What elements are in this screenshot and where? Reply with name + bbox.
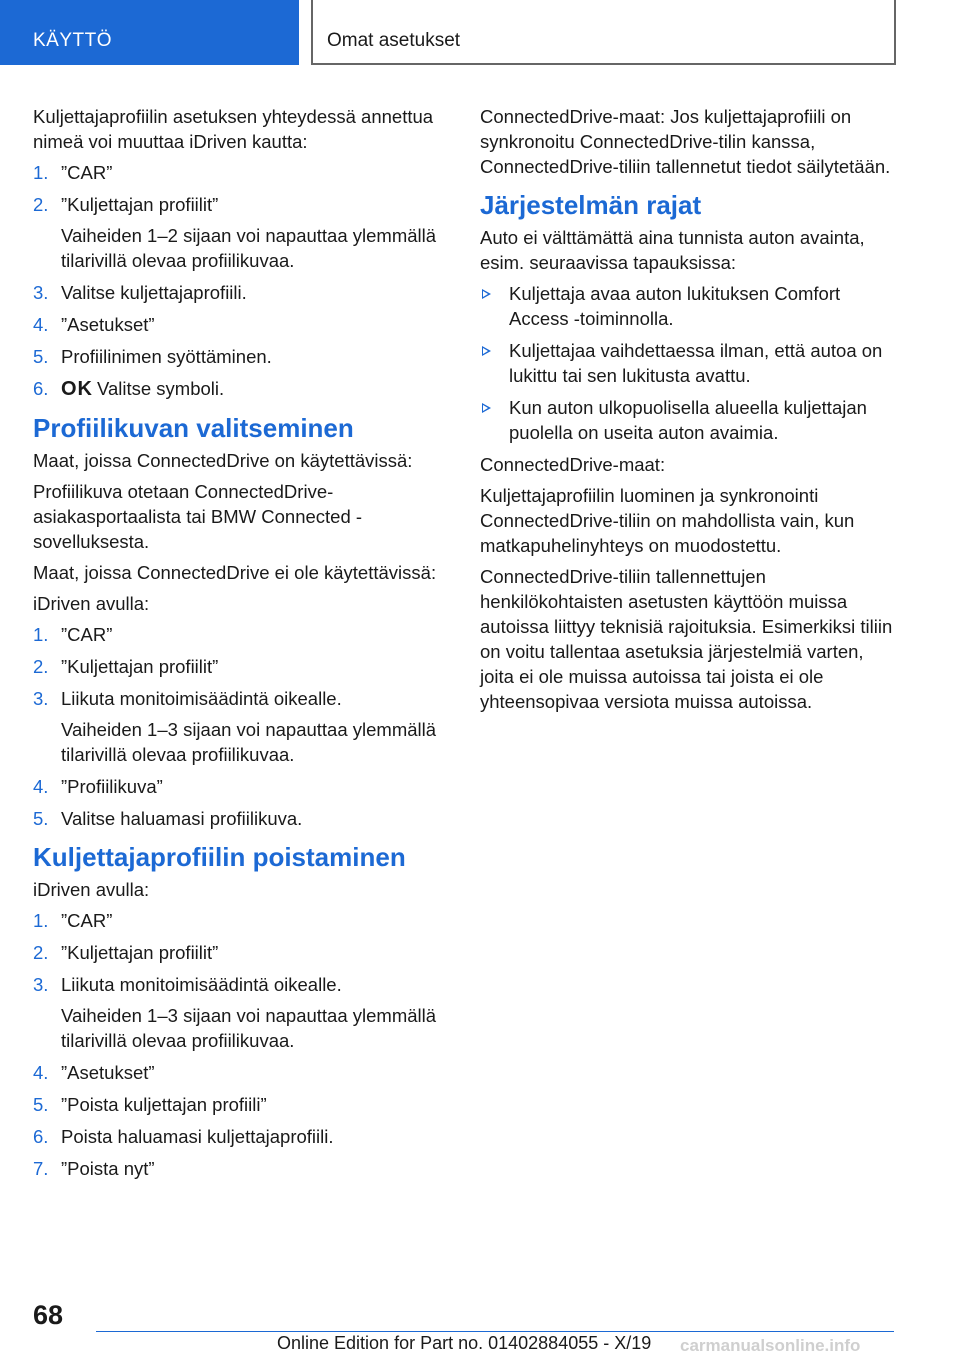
step-number: 5. — [33, 808, 49, 829]
list-item — [33, 1156, 451, 1181]
list-item — [480, 395, 900, 445]
bullet-text: Kuljettajaa vaihdettaessa ilman, että autoa on lukittu tai sen lukitusta avattu. — [509, 340, 883, 386]
cd-unavailable-paragraph: Maat, joissa ConnectedDrive ei ole käytettävissä: — [33, 562, 437, 583]
step-note: Vaiheiden 1–3 sijaan voi napauttaa ylemmällä tilarivillä olevaa profiilikuvaa. — [61, 1005, 437, 1051]
list-item — [33, 1092, 451, 1117]
step-number: 2. — [33, 942, 49, 963]
limits-paragraph: Auto ei välttämättä aina tunnista auton avainta, esim. seuraavissa tapauksissa: — [480, 227, 865, 273]
list-item — [480, 281, 900, 331]
list-item — [33, 344, 451, 369]
step-number: 5. — [33, 1094, 49, 1115]
step-number: 7. — [33, 1158, 49, 1179]
header-section-label: KÄYTTÖ — [33, 30, 113, 51]
footer-edition: Online Edition for Part no. 01402884055 - X/19 — [277, 1333, 652, 1353]
ok-icon: OK — [61, 378, 93, 400]
step-text: Liikuta monitoimisäädintä oikealle. — [61, 974, 342, 995]
cd-portal-paragraph: Profiilikuva otetaan ConnectedDrive-asiakasportaalista tai BMW Connected -sovelluksesta. — [33, 481, 363, 552]
left-column — [33, 104, 451, 1188]
idrive-paragraph: iDriven avulla: — [33, 879, 150, 900]
sync-paragraph: ConnectedDrive-maat: Jos kuljettajaprofiili on synkronoitu ConnectedDrive-tilin kanssa, ConnectedDrive-tiliin tallennetut tiedot säilytetään. — [480, 106, 891, 177]
list-item — [33, 622, 451, 647]
step-text: Valitse haluamasi profiilikuva. — [61, 808, 303, 829]
step-number: 1. — [33, 910, 49, 931]
footer-divider — [96, 1331, 894, 1332]
list-item — [33, 774, 451, 799]
right-column — [480, 104, 900, 720]
step-text: ”Poista kuljettajan profiili” — [61, 1094, 267, 1115]
page-number: 68 — [33, 1300, 64, 1330]
heading-delete-profile: Kuljettajaprofiilin poistaminen — [33, 842, 406, 872]
bullet-text: Kuljettaja avaa auton lukituksen Comfort Access -toiminnolla. — [509, 283, 841, 329]
triangle-bullet-icon — [482, 403, 491, 413]
step-number: 1. — [33, 624, 49, 645]
heading-system-limits: Järjestelmän rajat — [480, 190, 702, 220]
cd-countries-paragraph: ConnectedDrive-maat: — [480, 454, 666, 475]
profile-image-steps — [33, 622, 451, 831]
list-item — [33, 376, 451, 402]
step-number: 5. — [33, 346, 49, 367]
list-item — [33, 806, 451, 831]
watermark: carmanualsonline.info — [680, 1336, 861, 1355]
step-number: 2. — [33, 194, 49, 215]
header-section-tab — [0, 0, 299, 65]
step-number: 3. — [33, 974, 49, 995]
step-text: ”CAR” — [61, 162, 113, 183]
cd-available-paragraph: Maat, joissa ConnectedDrive on käytettävissä: — [33, 450, 413, 471]
list-item — [33, 654, 451, 679]
stored-settings-paragraph: ConnectedDrive-tiliin tallennettujen henkilökohtaisten asetusten käyttöön muissa autoissa liittyy teknisiä rajoituksia. Esimerkiksi tiliin on voitu tallentaa asetuksia järjestelmiä varten, joita ei ole muissa autoissa tai joista ei ole yhteensopivaa versiota muissa autoissa. — [480, 566, 893, 712]
step-number: 3. — [33, 282, 49, 303]
step-number: 4. — [33, 776, 49, 797]
step-note: Vaiheiden 1–2 sijaan voi napauttaa ylemmällä tilarivillä olevaa profiilikuvaa. — [61, 225, 437, 271]
step-text: ”CAR” — [61, 624, 113, 645]
create-profile-paragraph: Kuljettajaprofiilin luominen ja synkronointi ConnectedDrive-tiliin on mahdollista vain, kun matkapuhelinyhteys on muodostettu. — [480, 485, 855, 556]
step-text: ”Asetukset” — [61, 1062, 155, 1083]
list-item — [33, 940, 451, 965]
step-text: Liikuta monitoimisäädintä oikealle. — [61, 688, 342, 709]
step-text: Valitse symboli. — [97, 378, 225, 399]
bullet-text: Kun auton ulkopuolisella alueella kuljettajan puolella on useita auton avaimia. — [509, 397, 867, 443]
list-item — [33, 192, 451, 273]
rename-steps — [33, 160, 451, 402]
list-item — [33, 908, 451, 933]
list-item — [33, 1124, 451, 1149]
step-text: Profiilinimen syöttäminen. — [61, 346, 272, 367]
limits-list — [480, 281, 900, 445]
list-item — [33, 280, 451, 305]
intro-paragraph: Kuljettajaprofiilin asetuksen yhteydessä annettua nimeä voi muuttaa iDriven kautta: — [33, 106, 434, 152]
list-item — [33, 1060, 451, 1085]
step-number: 3. — [33, 688, 49, 709]
step-text: ”CAR” — [61, 910, 113, 931]
step-text: ”Poista nyt” — [61, 1158, 155, 1179]
heading-profile-image: Profiilikuvan valitseminen — [33, 413, 354, 443]
step-text: ”Profiilikuva” — [61, 776, 163, 797]
step-text: Valitse kuljettajaprofiili. — [61, 282, 247, 303]
step-note: Vaiheiden 1–3 sijaan voi napauttaa ylemmällä tilarivillä olevaa profiilikuvaa. — [61, 719, 437, 765]
step-number: 4. — [33, 1062, 49, 1083]
step-text: ”Kuljettajan profiilit” — [61, 194, 219, 215]
triangle-bullet-icon — [482, 289, 491, 299]
step-number: 2. — [33, 656, 49, 677]
triangle-bullet-icon — [482, 346, 491, 356]
header-title-box — [311, 0, 896, 65]
step-number: 6. — [33, 378, 49, 399]
list-item — [33, 686, 451, 767]
step-number: 6. — [33, 1126, 49, 1147]
step-number: 1. — [33, 162, 49, 183]
step-text: Poista haluamasi kuljettajaprofiili. — [61, 1126, 334, 1147]
list-item — [33, 972, 451, 1053]
step-text: ”Kuljettajan profiilit” — [61, 656, 219, 677]
step-text: ”Kuljettajan profiilit” — [61, 942, 219, 963]
list-item — [33, 312, 451, 337]
delete-profile-steps — [33, 908, 451, 1181]
list-item — [33, 160, 451, 185]
header-title: Omat asetukset — [327, 30, 461, 51]
idrive-paragraph: iDriven avulla: — [33, 593, 150, 614]
list-item — [480, 338, 900, 388]
step-text: ”Asetukset” — [61, 314, 155, 335]
step-number: 4. — [33, 314, 49, 335]
